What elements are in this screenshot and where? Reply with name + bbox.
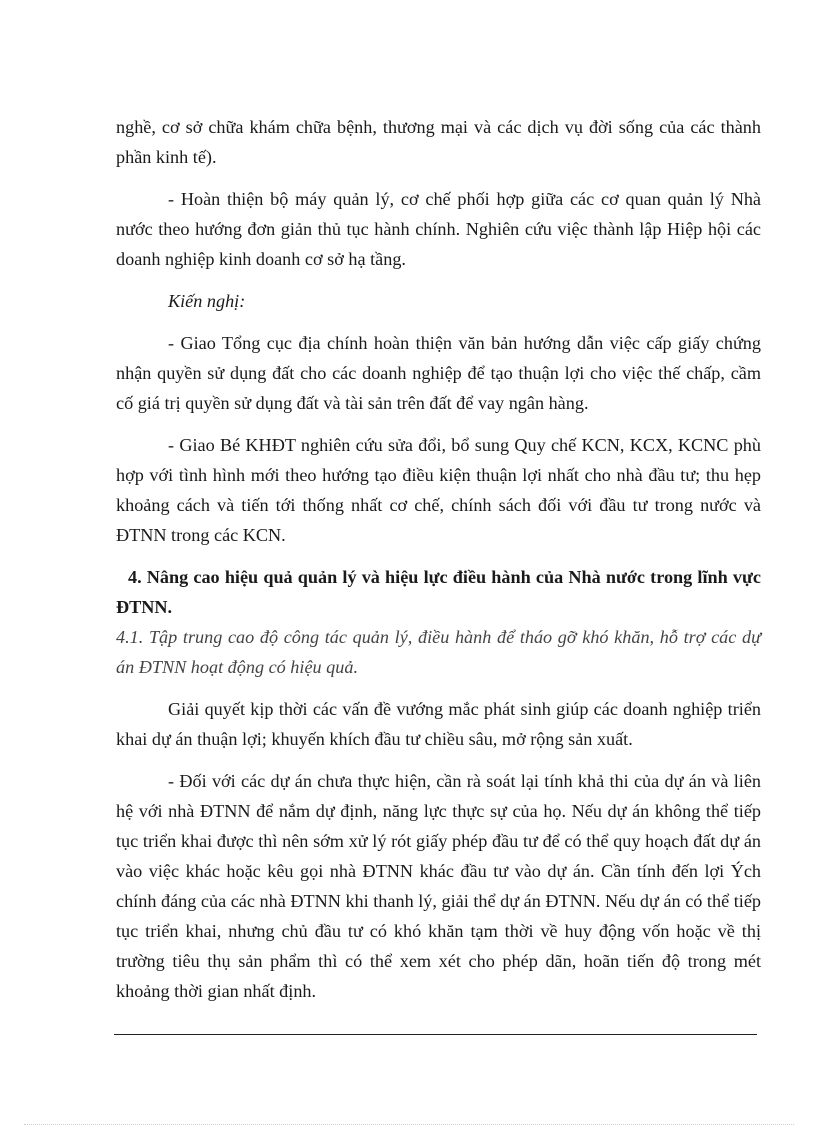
paragraph-unimplemented-projects: - Đối với các dự án chưa thực hiện, cần rà soát lại tính khả thi của dự án và liên hệ với nhà ĐTNN để nắm dự định, năng lực thực sự của họ. Nếu dự án không thể tiếp tục triển khai được thì nên sớm xử lý rót giấy phép đầu tư để có thể quy hoạch đất dự án vào việc khác hoặc kêu gọi nhà ĐTNN khác đầu tư vào dự án. Cần tính đến lợi Ých chính đáng của các nhà ĐTNN khi thanh lý, giải thể dự án ĐTNN. Nếu dự án có thể tiếp tục triển khai, nhưng chủ đầu tư có khó khăn tạm thời về huy động vốn hoặc về thị trường tiêu thụ sản phẩm thì có thể xem xét cho phép dãn, hoãn tiến độ trong mét khoảng thời gian nhất định.: [116, 771, 761, 1001]
paragraph-continuation: nghề, cơ sở chữa khám chữa bệnh, thương mại và các dịch vụ đời sống của các thành phần kinh tế).: [116, 117, 761, 167]
footer-rule: [114, 1034, 757, 1035]
paragraph-admin-reform: - Hoàn thiện bộ máy quản lý, cơ chế phối hợp giữa các cơ quan quản lý Nhà nước theo hướng đơn giản thủ tục hành chính. Nghiên cứu việc thành lập Hiệp hội các doanh nghiệp kinh doanh cơ sở hạ tầng.: [116, 189, 761, 269]
recommendations-label: Kiến nghị:: [168, 291, 246, 311]
page-body: [116, 112, 761, 1006]
paragraph-resolve-issues: Giải quyết kịp thời các vấn đề vướng mắc phát sinh giúp các doanh nghiệp triển khai dự án thuận lợi; khuyến khích đầu tư chiều sâu, mở rộng sản xuất.: [116, 699, 761, 749]
paragraph-regulation-amendment: - Giao Bé KHĐT nghiên cứu sửa đổi, bổ sung Quy chế KCN, KCX, KCNC phù hợp với tình hình mới theo hướng tạo điều kiện thuận lợi nhất cho nhà đầu tư; thu hẹp khoảng cách và tiến tới thống nhất cơ chế, chính sách đối với đầu tư trong nước và ĐTNN trong các KCN.: [116, 435, 761, 545]
subsection-heading-4-1: 4.1. Tập trung cao độ công tác quản lý, điều hành để tháo gỡ khó khăn, hỗ trợ các dự án ĐTNN hoạt động có hiệu quả.: [116, 627, 761, 677]
section-heading-4: 4. Nâng cao hiệu quả quản lý và hiệu lực điều hành của Nhà nước trong lĩnh vực ĐTNN.: [116, 567, 761, 617]
paragraph-land-certificates: - Giao Tổng cục địa chính hoàn thiện văn bản hướng dẫn việc cấp giấy chứng nhận quyền sử dụng đất cho các doanh nghiệp để tạo thuận lợi cho việc thế chấp, cầm cố giá trị quyền sử dụng đất và tài sản trên đất để vay ngân hàng.: [116, 333, 761, 413]
